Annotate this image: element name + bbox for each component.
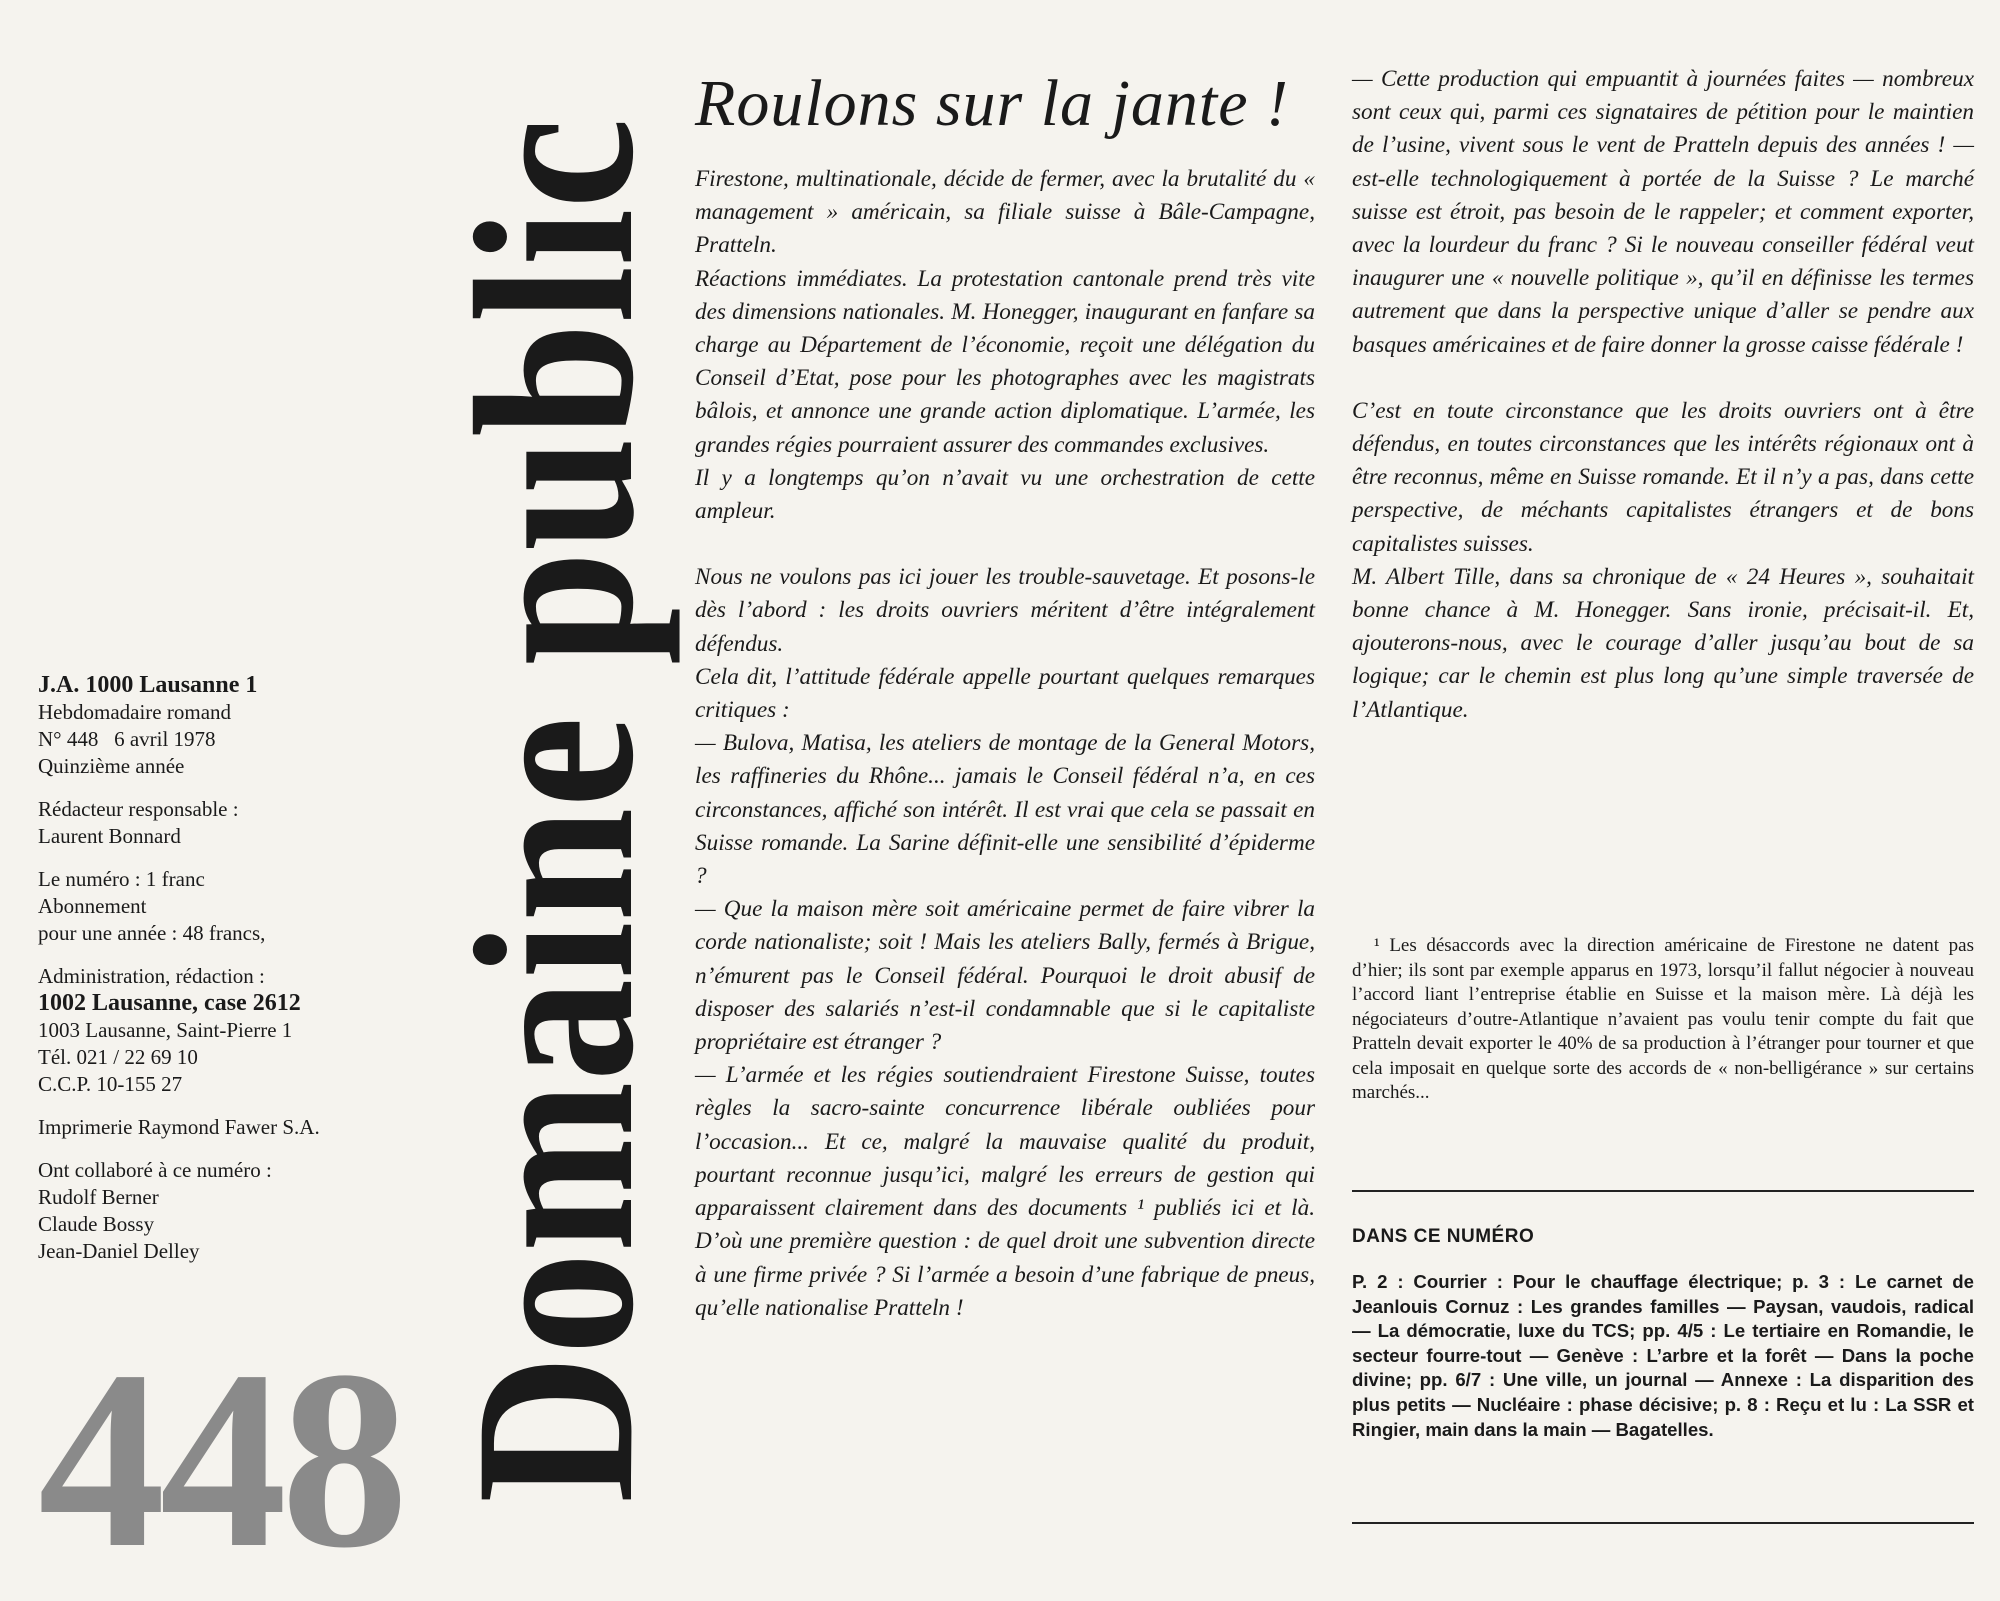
contributor: Claude Bossy bbox=[38, 1212, 155, 1236]
subscription-price: pour une année : 48 francs, bbox=[38, 921, 266, 945]
issue-number: 448 bbox=[38, 1319, 403, 1601]
contributors-label: Ont collaboré à ce numéro : bbox=[38, 1158, 272, 1182]
printer: Imprimerie Raymond Fawer S.A. bbox=[38, 1115, 320, 1139]
paragraph: Réactions immédiates. La protestation cantonale prend très vite des dimensions nationales. M. Honegger, inaugurant en fanfare sa charge au Département de l’économie, reçoit une délégation du Conseil d’Etat, pose pour les photographes avec les magistrats bâlois, et annonce une grande action diplomatique. L’armée, les grandes régies pourraient assurer des commandes exclusives. bbox=[695, 265, 1315, 458]
publication-year: Quinzième année bbox=[38, 754, 185, 778]
paragraph: M. Albert Tille, dans sa chronique de « 24 Heures », souhaitait bonne chance à M. Honegger. Sans ironie, précisait-il. Et, ajouterons-nous, avec le courage d’aller jusqu’au bout de sa logique; car le chemin est plus long qu’une simple traversée de l’Atlantique. bbox=[1352, 563, 1974, 723]
issue-date: N° 448 6 avril 1978 bbox=[38, 727, 216, 751]
paragraph: — Bulova, Matisa, les ateliers de montage de la General Motors, les raffineries du Rhône... jamais le Conseil fédéral n’a, en ces circonstances, affiché son intérêt. Il est vrai que cela se passait en Suisse romande. La Sarine définit-elle une sensibilité d’épiderme ? bbox=[695, 730, 1315, 890]
paragraph: Firestone, multinationale, décide de fermer, avec la brutalité du « management » américain, sa filiale suisse à Bâle-Campagne, Pratteln. bbox=[695, 166, 1315, 259]
divider bbox=[1352, 1190, 1974, 1192]
postal-account: C.C.P. 10-155 27 bbox=[38, 1072, 183, 1096]
paragraph: — Cette production qui empuantit à journées faites — nombreux sont ceux qui, parmi ces signataires de pétition pour le maintien de l’usine, vivent sous le vent de Pratteln depuis des années ! — est-elle technologiquement à portée de la Suisse ? Le marché suisse est étroit, pas besoin de le rappeler; et comment exporter, avec la lourdeur du franc ? Si le nouveau conseiller fédéral veut inaugurer une « nouvelle politique », qu’il en définisse les termes autrement que dans la perspective unique d’aller se pendre aux basques américaines et de faire donner la grosse caisse fédérale ! bbox=[1352, 66, 1974, 358]
admin-label: Administration, rédaction : bbox=[38, 964, 265, 988]
paragraph: Nous ne voulons pas ici jouer les trouble-sauvetage. Et posons-le dès l’abord : les droits ouvriers méritent d’être intégralement défendus. bbox=[695, 564, 1315, 657]
masthead-info bbox=[38, 672, 438, 1265]
article-headline: Roulons sur la jante ! bbox=[695, 67, 1289, 140]
subscription-label: Abonnement bbox=[38, 894, 147, 918]
contributor: Jean-Daniel Delley bbox=[38, 1239, 200, 1263]
divider bbox=[1352, 1522, 1974, 1524]
street-address: 1003 Lausanne, Saint-Pierre 1 bbox=[38, 1018, 293, 1042]
paragraph: Cela dit, l’attitude fédérale appelle pourtant quelques remarques critiques : bbox=[695, 663, 1315, 724]
paragraph: C’est en toute circonstance que les droits ouvriers ont à être défendus, en toutes circonstances que les intérêts régionaux ont à être reconnus, même en Suisse romande. Et il n’y a pas, dans cette perspective, de méchants capitalistes étrangers et de bons capitalistes suisses. bbox=[1352, 397, 1974, 557]
paragraph: — L’armée et les régies soutiendraient Firestone Suisse, toutes règles la sacro-sainte concurrence libérale oubliées pour l’occasion... Et ce, malgré la mauvaise qualité du produit, pourtant reconnue jusqu’ici, malgré les erreurs de gestion qui apparaissent clairement dans des documents ¹ publiés ici et là. D’où une première question : de quel droit une subvention directe à une firme privée ? Si l’armée a besoin d’une fabrique de pneus, qu’elle nationalise Pratteln ! bbox=[695, 1062, 1315, 1321]
footnote bbox=[1352, 934, 1974, 1106]
paragraph: — Que la maison mère soit américaine permet de faire vibrer la corde nationaliste; soit ! Mais les ateliers Bally, fermés à Brigue, n’émurent pas le Conseil fédéral. Pourquoi le droit abusif de disposer des salariés n’est-il condamnable que si le capitaliste propriétaire est étranger ? bbox=[695, 896, 1315, 1056]
publication-title-wrap bbox=[429, 40, 681, 1580]
contributor: Rudolf Berner bbox=[38, 1185, 159, 1209]
toc-title: DANS CE NUMÉRO bbox=[1352, 1226, 1535, 1247]
footnote-text: ¹ Les désaccords avec la direction américaine de Firestone ne datent pas d’hier; ils sont par exemple apparus en 1973, lorsqu’il fallut négocier à nouveau l’accord liant l’entreprise établie en Suisse et la maison mère. Là déjà les négociateurs d’outre-Atlantique n’avaient pas voulu tenir compte du fait que Pratteln devait exporter le 40% de sa production à l’étranger pour tourner et que cela imposait en quelque sorte des accords de « non-belligérance » sur certains marchés... bbox=[1352, 935, 1974, 1103]
toc-body: P. 2 : Courrier : Pour le chauffage électrique; p. 3 : Le carnet de Jeanlouis Cornuz : Les grandes familles — Paysan, vaudois, radical — La démocratie, luxe du TCS; pp. 4/5 : Le tertiaire en Romandie, le secteur fourre-tout — Genève : L’arbre et la forêt — Dans la poche divine; pp. 6/7 : Une ville, un journal — Annexe : La disparition des plus petits — Nucléaire : phase décisive; p. 8 : Reçu et lu : La SSR et Ringier, main dans la main — Bagatelles. bbox=[1352, 1271, 1974, 1440]
article-column-1 bbox=[695, 163, 1315, 1325]
ja-line: J.A. 1000 Lausanne 1 bbox=[38, 672, 258, 698]
table-of-contents bbox=[1352, 1226, 1974, 1442]
paragraph: Il y a longtemps qu’on n’avait vu une orchestration de cette ampleur. bbox=[695, 464, 1315, 525]
publication-title: Domaine public bbox=[429, 117, 681, 1503]
admin-address: 1002 Lausanne, case 2612 bbox=[38, 990, 301, 1016]
phone: Tél. 021 / 22 69 10 bbox=[38, 1045, 198, 1069]
editor-label: Rédacteur responsable : bbox=[38, 797, 239, 821]
editor-name: Laurent Bonnard bbox=[38, 824, 181, 848]
price: Le numéro : 1 franc bbox=[38, 867, 205, 891]
weekly-label: Hebdomadaire romand bbox=[38, 700, 232, 724]
article-column-2 bbox=[1352, 63, 1974, 727]
